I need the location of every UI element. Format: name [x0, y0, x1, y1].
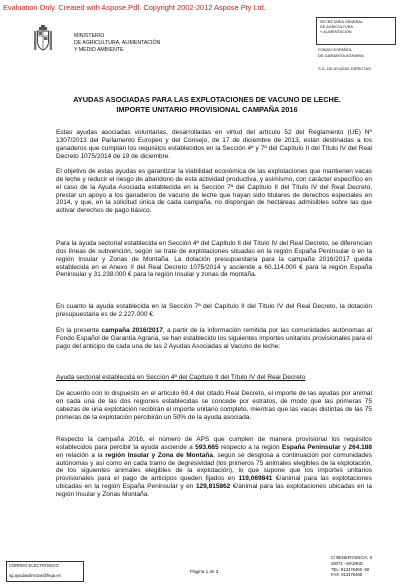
- email-address: sg.ayudasdirectas@fega.es: [9, 573, 61, 578]
- subdirectorate-name: S.G. DE AYUDAS DIRECTAS: [318, 66, 371, 71]
- email-label: CORREO ELECTRÓNICO: [9, 563, 59, 568]
- paragraph-5: En la presente campaña 2016/2017, a partir de la información remitida por las comunidades autónomas al Fondo Español de Garantía Agraria, se han establecido los siguientes importes unitarios provisionales para el pago del anticipo de cada una de las 2 Ayudas Asociadas al Vacuno de leche:: [56, 327, 372, 350]
- evaluation-watermark: Evaluation Only. Created with Aspose.Pdf. Copyright 2002-2012 Aspose Pty Ltd.: [3, 3, 266, 12]
- fondo-name: FONDO ESPAÑOL DE GARANTÍA AGRARIA: [318, 47, 364, 58]
- email-box: [6, 561, 84, 582]
- paragraph-4: En cuanto la ayuda establecida en la Sección 7ª del Capítulo II del Título IV del Real Decreto, la dotación presupuestaria es de 2.227.000 €.: [56, 303, 372, 318]
- paragraph-2: El objetivo de estas ayudas es garantizar la viabilidad económica de las explotaciones que mantienen vacas de leche y reducir el riesgo de abandono de esta actividad productiva, y asimismo, con carácter específico en el caso de la Ayuda Asociada establecida en la Sección 7ª del Capítulo II del Título IV del Real Decreto, prestar un apoyo a los ganaderos de vacuno de leche que hayan sido titulares de derechos especiales en 2014, y que, en la solicitud única de cada campaña, no dispongan de hectáreas admisibles sobre las que activar derechos de pago básico.: [56, 168, 372, 215]
- paragraph-7: Respecto la campaña 2016, el número de APS que cumplen de manera provisional los requisitos establecidos para percibir la ayuda asciende a 593.665 respecto a la región España Peninsular y 264.188 en relación a la región Insular y Zona de Montaña, según se desglosa a continuación por comunidades autónomas y así como en cada tramo de degresividad (los primeros 75 animales elegibles de la explotación, de los siguientes animales elegibles de la explotación), lo que supone que los importes unitarios provisionales para el pago de anticipos queden fijados en 119,069841 €/animal para las explotaciones ubicadas en la región España Peninsular y en 129,815862 €/animal para las explotaciones ubicadas en la región Insular y Zonas Montaña.: [56, 436, 373, 498]
- coat-of-arms-logo: [32, 24, 54, 54]
- secretariat-box: SECRETARÍA GENERAL DE AGRICULTURA Y ALIMENTACIÓN: [316, 17, 396, 45]
- postal-address: C/ BENEFICENCIA, 8 28071 - MADRID TEL: 913476466 -68 FAX: 913476465: [331, 555, 372, 578]
- ministry-name: MINISTERIO DE AGRICULTURA, ALIMENTACIÓN Y MEDIO AMBIENTE: [74, 33, 161, 54]
- paragraph-1: Estas ayudas asociadas voluntarias, desarrolladas en virtud del artículo 52 del Reglamento (UE) Nº 1307/2013 del Parlamento Europeo y del Consejo, de 17 de diciembre de 2013, están destinadas a los ganaderos que cumplan los requisitos establecidos en la Sección 4ª y 7ª del Capítulo II del Título IV del Real Decreto 1075/2014 de 19 de diciembre.: [56, 129, 372, 160]
- section-heading: Ayuda sectorial establecida en Sección 4ª del Capítulo II del Título IV del Real Decreto: [56, 374, 306, 381]
- page-number: Página 1 de 3: [190, 569, 219, 574]
- paragraph-3: Para la ayuda sectorial establecida en Sección 4ª del Capítulo II del Título IV del Real Decreto, se diferencian dos líneas de subvención, según se trate de explotaciones situadas en la región España Peninsular o en la región Insular y Zonas de Montaña. La dotación presupuestaria para la campaña 2016/2017 queda establecida en el Anexo II del Real Decreto 1075/2014 y asciende a 60.114.000 € para la región España Peninsular y 31.238.000 € para la región Insular y zonas de montaña.: [56, 240, 372, 279]
- header-divider: [316, 44, 394, 45]
- paragraph-6: De acuerdo con lo dispuesto en el artículo 69.4 del citado Real Decreto, el importe de las ayudas por animal en cada una de las dos regiones establecidas se concede por estratos, de modo que las primeras 75 cabezas de una explotación recibirán el importe unitario completo, mientras que las vacas distintas de las 75 primeras de la explotación percibirán un 50% de la ayuda asociada.: [56, 390, 372, 421]
- document-title: AYUDAS ASOCIADAS PARA LAS EXPLOTACIONES DE VACUNO DE LECHE. IMPORTE UNITARIO PROVISIONAL CAMPAÑA 2016: [73, 95, 341, 114]
